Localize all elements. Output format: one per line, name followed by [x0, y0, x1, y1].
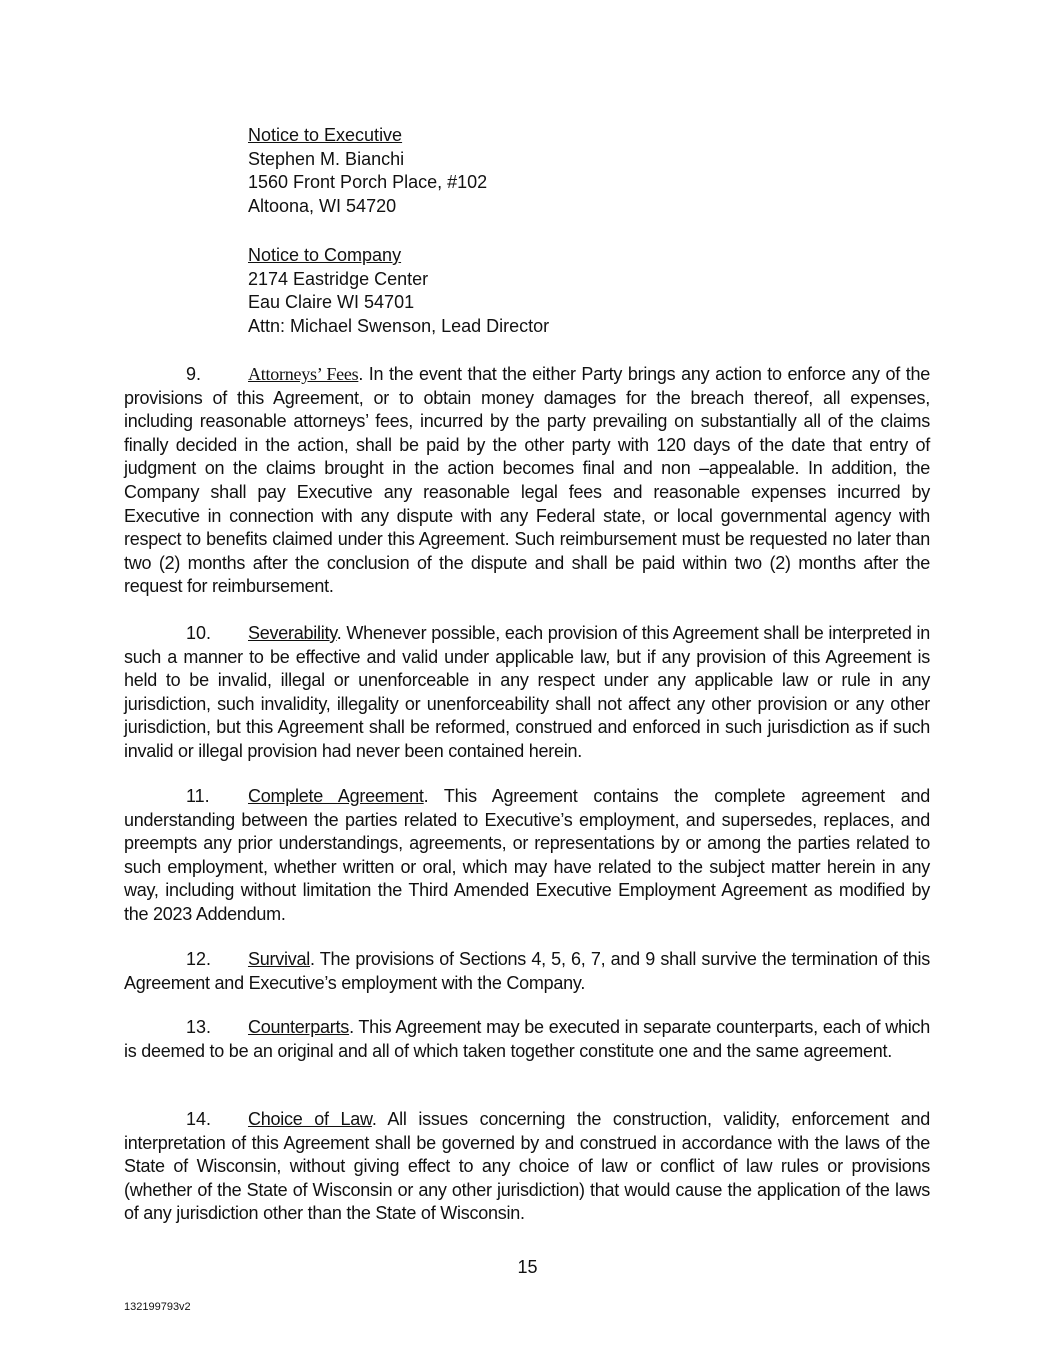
section-9-text: . In the event that the either Party brings any action to enforce any of the provisions of this Agreement, or to obtain money damages for the breach thereof, all expenses, including reasonable attorneys’ fees, incurred by the party prevailing on substantially all of the claims finally decided in the action, shall be paid by the other party with 120 days of the date that entry of judgment on the claims brought in the action becomes final and non –appealable. In addition, the Company shall pay Executive any reasonable legal fees and reasonable expenses incurred by Executive in connection with any dispute with any Federal state, or local governmental agency with respect to benefits claimed under this Agreement. Such reimbursement must be requested no later than two (2) months after the conclusion of the dispute and shall be paid within two (2) months after the request for reimbursement. — [124, 364, 930, 597]
notice-executive-street: 1560 Front Porch Place, #102 — [248, 172, 488, 193]
section-12-text: . The provisions of Sections 4, 5, 6, 7, and 9 shall survive the termination of this Agreement and Executive’s employment with the Company. — [124, 949, 930, 993]
notice-company-city: Eau Claire WI 54701 — [248, 292, 415, 313]
notice-company-block — [248, 244, 948, 338]
section-12 — [124, 948, 930, 995]
section-11-text: . This Agreement contains the complete agreement and understanding between the parties related to Executive’s employment, and supersedes, replaces, and preempts any prior understandings, agreements, or representations by or among the parties related to such employment, whether written or oral, which may have related to the subject matter herein in any way, including without limitation the Third Amended Executive Employment Agreement as modified by the 2023 Addendum. — [124, 786, 930, 924]
section-14-number: 14. — [186, 1109, 212, 1129]
section-12-number: 12. — [186, 949, 212, 969]
section-14-heading: Choice of Law — [248, 1109, 372, 1129]
section-13-number: 13. — [186, 1017, 212, 1037]
section-14-text: . All issues concerning the construction, validity, enforcement and interpretation of this Agreement shall be governed by and construed in accordance with the laws of the State of Wisconsin, without giving effect to any choice of law or conflict of law rules or provisions (whether of the State of Wisconsin or any other jurisdiction) that would cause the application of the laws of any jurisdiction other than the State of Wisconsin. — [124, 1109, 930, 1224]
section-11-heading: Complete Agreement — [248, 786, 424, 806]
section-12-heading: Survival — [248, 949, 311, 969]
section-11-number: 11. — [186, 786, 210, 806]
notice-executive-city: Altoona, WI 54720 — [248, 195, 397, 216]
section-9-number: 9. — [186, 364, 202, 384]
notice-company-attn: Attn: Michael Swenson, Lead Director — [248, 315, 550, 336]
section-10-heading: Severability — [248, 623, 337, 643]
section-9-heading: Attorneys’ Fees — [248, 364, 359, 384]
notice-executive-block — [248, 124, 948, 218]
section-13-heading: Counterparts — [248, 1017, 350, 1037]
section-13-text: . This Agreement may be executed in separate counterparts, each of which is deemed to be an original and all of which taken together constitute one and the same agreement. — [124, 1017, 930, 1061]
document-id: 132199793v2 — [124, 1301, 191, 1313]
section-10-text: . Whenever possible, each provision of this Agreement shall be interpreted in such a manner to be effective and valid under applicable law, but if any provision of this Agreement is held to be invalid, illegal or unenforceable in any respect under any applicable law or rule in any jurisdiction, such invalidity, illegality or unenforceability shall not affect any other provision or any other jurisdiction, but this Agreement shall be reformed, construed and enforced in such jurisdiction as if such invalid or illegal provision had never been contained herein. — [124, 623, 930, 761]
section-10 — [124, 622, 930, 764]
section-11 — [124, 785, 930, 927]
notice-executive-heading: Notice to Executive — [248, 125, 403, 145]
section-10-number: 10. — [186, 623, 212, 643]
notice-company-heading: Notice to Company — [248, 245, 402, 265]
page-number: 15 — [517, 1257, 538, 1277]
section-14 — [124, 1108, 930, 1226]
section-9 — [124, 363, 930, 599]
notice-executive-name: Stephen M. Bianchi — [248, 148, 405, 169]
section-13 — [124, 1016, 930, 1063]
notice-company-street: 2174 Eastridge Center — [248, 268, 429, 289]
